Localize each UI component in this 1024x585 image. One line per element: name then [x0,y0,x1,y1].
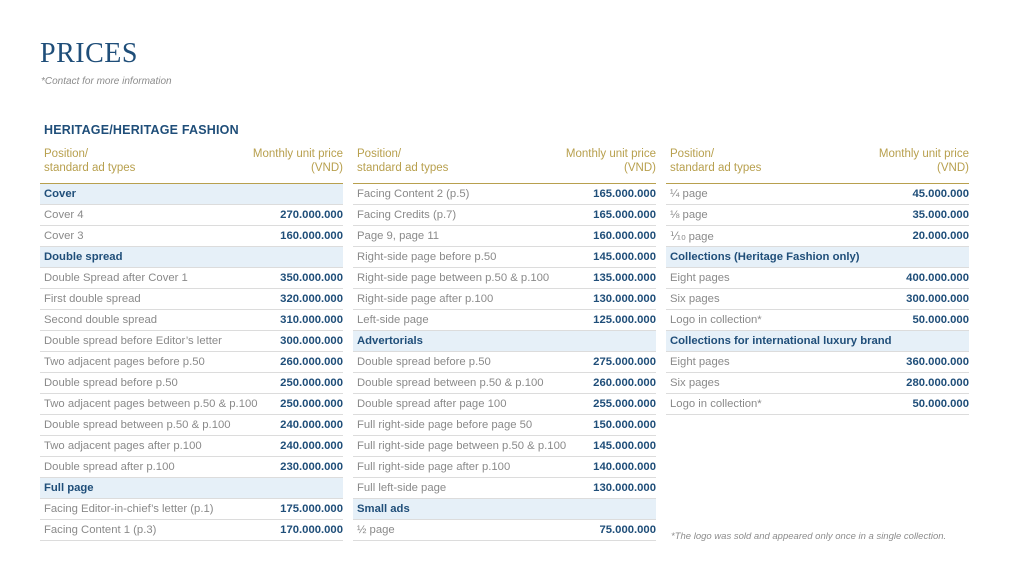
price-row [40,331,343,352]
price-rows [40,184,343,541]
ad-type-label: Double spread after p.100 [44,461,175,473]
group-label: Collections (Heritage Fashion only) [670,251,860,263]
price-column-2 [353,147,656,541]
ad-type-label: Two adjacent pages before p.50 [44,356,205,368]
price-value: 255.000.000 [593,398,656,410]
price-row [40,457,343,478]
price-value: 130.000.000 [593,482,656,494]
position-header-line2: standard ad types [670,162,762,174]
price-row [353,184,656,205]
column-header [353,147,656,183]
price-row [353,310,656,331]
price-row [666,352,969,373]
ad-type-label: ¼ page [670,188,708,200]
price-row [40,499,343,520]
price-value: 360.000.000 [906,356,969,368]
position-header [357,147,448,183]
price-row [40,268,343,289]
price-row [353,457,656,478]
ad-type-label: Right-side page between p.50 & p.100 [357,272,550,284]
footnote: *The logo was sold and appeared only once in a single collection. [671,531,947,542]
price-row [40,205,343,226]
price-row [666,226,969,247]
price-row [353,247,656,268]
price-row [353,394,656,415]
price-value: 400.000.000 [906,272,969,284]
position-header [670,147,761,183]
ad-type-label: Right-side page before p.50 [357,251,497,263]
price-value: 35.000.000 [912,209,969,221]
price-value: 260.000.000 [593,377,656,389]
price-value: 240.000.000 [280,440,343,452]
price-row [40,436,343,457]
price-header-line2: (VND) [937,162,969,174]
ad-type-label: Six pages [670,293,720,305]
price-row [666,205,969,226]
price-header-line1: Monthly unit price [565,148,656,160]
position-header-line2: standard ad types [357,162,449,174]
position-header [44,147,135,183]
ad-type-label: ⅛ page [670,209,708,221]
price-value: 170.000.000 [280,524,343,536]
group-label: Double spread [44,251,123,263]
price-value: 300.000.000 [280,335,343,347]
position-header-line2: standard ad types [44,162,136,174]
price-row [353,478,656,499]
ad-type-label: Full right-side page after p.100 [357,461,511,473]
group-header-row [40,247,343,268]
ad-type-label: ½ page [357,524,395,536]
price-row [353,205,656,226]
ad-type-label: Facing Content 2 (p.5) [357,188,470,200]
ad-type-label: Second double spread [44,314,158,326]
price-rows [666,184,969,415]
price-value: 135.000.000 [593,272,656,284]
price-row [353,415,656,436]
price-column-1 [40,147,343,541]
ad-type-label: Eight pages [670,356,730,368]
price-value: 145.000.000 [593,251,656,263]
price-row [40,352,343,373]
price-row [666,289,969,310]
group-header-row [353,499,656,520]
price-value: 130.000.000 [593,293,656,305]
group-header-row [666,331,969,352]
price-rows [353,184,656,541]
price-row [353,520,656,541]
price-row [40,226,343,247]
price-value: 270.000.000 [280,209,343,221]
group-label: Small ads [357,503,410,515]
price-row [666,373,969,394]
price-header-line1: Monthly unit price [252,148,343,160]
price-row [353,226,656,247]
ad-type-label: Double spread before p.50 [357,356,491,368]
price-value: 250.000.000 [280,377,343,389]
ad-type-label: Facing Editor-in-chief’s letter (p.1) [44,503,214,515]
price-header-line1: Monthly unit price [878,148,969,160]
price-row [40,310,343,331]
price-row [353,289,656,310]
position-header-line1: Position/ [44,148,89,160]
position-header-line1: Position/ [357,148,402,160]
position-header-line1: Position/ [670,148,715,160]
price-value: 310.000.000 [280,314,343,326]
group-label: Cover [44,188,77,200]
price-row [666,394,969,415]
price-row [40,415,343,436]
price-value: 165.000.000 [593,188,656,200]
price-value: 240.000.000 [280,419,343,431]
ad-type-label: Right-side page after p.100 [357,293,494,305]
price-row [666,268,969,289]
ad-type-label: Left-side page [357,314,429,326]
price-value: 300.000.000 [906,293,969,305]
price-row [40,520,343,541]
price-header-line2: (VND) [311,162,343,174]
group-label: Collections for international luxury brand [670,335,892,347]
ad-type-label: Double spread between p.50 & p.100 [44,419,231,431]
price-value: 320.000.000 [280,293,343,305]
ad-type-label: Double spread before Editor’s letter [44,335,222,347]
price-value: 165.000.000 [593,209,656,221]
price-value: 145.000.000 [593,440,656,452]
group-label: Advertorials [357,335,423,347]
ad-type-label: Six pages [670,377,720,389]
price-value: 45.000.000 [912,188,969,200]
price-value: 160.000.000 [593,230,656,242]
price-value: 350.000.000 [280,272,343,284]
price-value: 150.000.000 [593,419,656,431]
ad-type-label: Double spread after page 100 [357,398,507,410]
ad-type-label: Double spread before p.50 [44,377,178,389]
ad-type-label: Double spread between p.50 & p.100 [357,377,544,389]
ad-type-label: Logo in collection* [670,398,762,410]
page-title: PRICES [40,38,138,69]
ad-type-label: Facing Credits (p.7) [357,209,457,221]
price-row [353,268,656,289]
price-value: 175.000.000 [280,503,343,515]
price-value: 50.000.000 [912,314,969,326]
ad-type-label: Facing Content 1 (p.3) [44,524,157,536]
price-value: 75.000.000 [599,524,656,536]
group-label: Full page [44,482,94,494]
price-row [40,394,343,415]
price-header-line2: (VND) [624,162,656,174]
price-header [566,147,656,183]
section-title: HERITAGE/HERITAGE FASHION [44,123,239,137]
ad-type-label: Logo in collection* [670,314,762,326]
ad-type-label: Cover 4 [44,209,84,221]
ad-type-label: Cover 3 [44,230,84,242]
ad-type-label: Two adjacent pages between p.50 & p.100 [44,398,258,410]
price-row [40,373,343,394]
column-header [40,147,343,183]
price-value: 230.000.000 [280,461,343,473]
price-value: 140.000.000 [593,461,656,473]
ad-type-label: Page 9, page 11 [357,230,440,242]
price-header [879,147,969,183]
ad-type-label: Full right-side page between p.50 & p.100 [357,440,567,452]
group-header-row [40,184,343,205]
price-row [353,373,656,394]
ad-type-label: First double spread [44,293,141,305]
price-value: 125.000.000 [593,314,656,326]
price-value: 260.000.000 [280,356,343,368]
price-row [353,352,656,373]
price-value: 280.000.000 [906,377,969,389]
price-row [666,310,969,331]
price-value: 20.000.000 [912,230,969,242]
group-header-row [353,331,656,352]
group-header-row [40,478,343,499]
price-row [40,289,343,310]
price-row [353,436,656,457]
ad-type-label: Full right-side page before page 50 [357,419,533,431]
price-column-3 [666,147,969,415]
ad-type-label: ⅒ page [670,230,714,243]
price-value: 160.000.000 [280,230,343,242]
price-value: 275.000.000 [593,356,656,368]
price-value: 50.000.000 [912,398,969,410]
price-value: 250.000.000 [280,398,343,410]
ad-type-label: Two adjacent pages after p.100 [44,440,202,452]
price-row [666,184,969,205]
column-header [666,147,969,183]
contact-note: *Contact for more information [41,76,172,87]
ad-type-label: Eight pages [670,272,730,284]
ad-type-label: Full left-side page [357,482,447,494]
group-header-row [666,247,969,268]
ad-type-label: Double Spread after Cover 1 [44,272,188,284]
price-header [253,147,343,183]
